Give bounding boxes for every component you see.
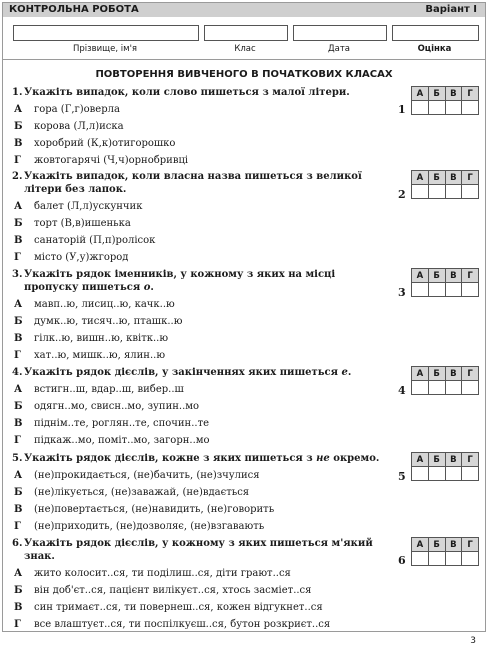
question-text <box>24 86 392 99</box>
question-1 <box>12 86 392 167</box>
answer-column-header: Б <box>428 367 445 381</box>
option-letter: А <box>14 299 23 310</box>
answer-cell[interactable] <box>428 101 445 115</box>
variant-label: Варіант I <box>425 4 477 15</box>
question-text-main: Укажіть рядок іменників, у кожному з яких на місці пропуску пишеться <box>24 269 336 293</box>
option-text: підкаж..мо, поміт..мо, загорн..мо <box>34 435 210 446</box>
question-text <box>24 452 392 465</box>
class-field[interactable] <box>204 25 288 41</box>
answer-option <box>12 469 392 482</box>
answer-cell[interactable] <box>445 283 462 297</box>
question-text <box>24 268 392 294</box>
option-letter: Г <box>14 435 21 446</box>
answer-column-header: Г <box>462 87 479 101</box>
answer-column-header: А <box>412 453 429 467</box>
answer-column-header: В <box>445 367 462 381</box>
question-number: 6. <box>12 538 23 549</box>
question-prompt <box>12 86 392 99</box>
question-number: 3. <box>12 269 23 280</box>
answer-column-header: Б <box>428 453 445 467</box>
answer-option <box>12 234 392 247</box>
answer-grid <box>411 366 479 395</box>
grade-field[interactable] <box>392 25 479 41</box>
question-6 <box>12 537 392 631</box>
option-text: хоробрий (К,к)отигорошко <box>34 138 176 149</box>
date-label: Дата <box>327 44 350 54</box>
option-text: встигн..ш, вдар..ш, вибер..ш <box>34 384 184 395</box>
option-letter: Г <box>14 155 21 166</box>
class-label: Клас <box>234 44 256 54</box>
option-text: (не)приходить, (не)дозволяє, (не)взгавають <box>34 521 265 532</box>
divider <box>3 59 485 60</box>
answer-option <box>12 434 392 447</box>
date-field[interactable] <box>293 25 387 41</box>
question-prompt <box>12 268 392 294</box>
answer-option <box>12 154 392 167</box>
answer-column-header: Г <box>462 171 479 185</box>
answer-cell[interactable] <box>462 467 479 481</box>
answer-grid <box>411 537 479 566</box>
answer-column-header: Б <box>428 269 445 283</box>
section-title: ПОВТОРЕННЯ ВИВЧЕНОГО В ПОЧАТКОВИХ КЛАСАХ <box>95 69 393 80</box>
question-prompt <box>12 170 392 196</box>
answer-option <box>12 120 392 133</box>
option-text: санаторій (П,п)ролісок <box>34 235 156 246</box>
answer-column-header: А <box>412 171 429 185</box>
option-text: одягн..мо, свисн..мо, зупин..мо <box>34 401 200 412</box>
answer-column-header: А <box>412 269 429 283</box>
question-text-main: Укажіть рядок дієслів, кожне з яких пишеться з <box>24 453 317 464</box>
option-text: піднім..те, роглян..те, спочин..те <box>34 418 210 429</box>
answer-column-header: А <box>412 87 429 101</box>
question-prompt <box>12 452 392 465</box>
answer-cell[interactable] <box>445 467 462 481</box>
answer-column-header: А <box>412 367 429 381</box>
grade-label: Оцінка <box>417 44 452 54</box>
answer-box-number: 6 <box>398 554 406 567</box>
answer-cell[interactable] <box>445 552 462 566</box>
answer-option <box>12 349 392 362</box>
question-text-tail: окремо. <box>329 453 380 464</box>
option-letter: А <box>14 384 23 395</box>
header-bar <box>3 3 485 17</box>
surname-field[interactable] <box>13 25 199 41</box>
answer-column-header: Г <box>462 538 479 552</box>
answer-option <box>12 332 392 345</box>
option-text: жовтогарячі (Ч,ч)орнобривці <box>34 155 189 166</box>
answer-box-number: 5 <box>398 470 406 483</box>
option-letter: В <box>14 138 23 149</box>
option-text: він доб'єт..ся, пацієнт вилікуєт..ся, хтось засміет..ся <box>34 585 312 596</box>
question-number: 4. <box>12 367 23 378</box>
page-number: 3 <box>470 636 476 646</box>
option-letter: Б <box>14 401 23 412</box>
answer-column-header: Б <box>428 171 445 185</box>
answer-option <box>12 584 392 597</box>
answer-grid <box>411 86 479 115</box>
page-title: КОНТРОЛЬНА РОБОТА <box>9 4 139 15</box>
question-text-main: Укажіть рядок дієслів, у закінченнях яких пишеться <box>24 367 342 378</box>
option-text: торт (В,в)ишенька <box>34 218 131 229</box>
answer-cell[interactable] <box>428 552 445 566</box>
answer-option <box>12 417 392 430</box>
option-letter: А <box>14 470 23 481</box>
question-3 <box>12 268 392 362</box>
answer-cell[interactable] <box>412 185 429 199</box>
answer-cell[interactable] <box>412 101 429 115</box>
question-2 <box>12 170 392 264</box>
answer-option <box>12 315 392 328</box>
option-text: гілк..ю, вишн..ю, квітк..ю <box>34 333 169 344</box>
option-letter: Г <box>14 521 21 532</box>
answer-cell[interactable] <box>462 552 479 566</box>
answer-grid <box>411 452 479 481</box>
question-4 <box>12 366 392 447</box>
option-text: думк..ю, тисяч..ю, пташк..ю <box>34 316 183 327</box>
answer-cell[interactable] <box>428 283 445 297</box>
answer-cell[interactable] <box>428 381 445 395</box>
answer-cell[interactable] <box>428 185 445 199</box>
answer-option <box>12 520 392 533</box>
answer-column-header: В <box>445 171 462 185</box>
answer-cell[interactable] <box>412 381 429 395</box>
answer-option <box>12 217 392 230</box>
answer-option <box>12 200 392 213</box>
answer-column-header: В <box>445 453 462 467</box>
option-letter: В <box>14 235 23 246</box>
option-letter: А <box>14 104 23 115</box>
question-text-main: Укажіть випадок, коли слово пишеться з малої літери. <box>24 87 350 98</box>
white-patch <box>405 148 471 166</box>
question-text-main: Укажіть випадок, коли власна назва пишеться з великої літери без лапок. <box>24 171 362 195</box>
option-letter: Г <box>14 252 21 263</box>
answer-column-header: Б <box>428 538 445 552</box>
answer-column-header: В <box>445 87 462 101</box>
question-prompt <box>12 366 392 379</box>
answer-option <box>12 400 392 413</box>
option-text: балет (Л,л)ускунчик <box>34 201 143 212</box>
option-text: (не)прокидається, (не)бачить, (не)зчулися <box>34 470 260 481</box>
question-number: 2. <box>12 171 23 182</box>
option-letter: Б <box>14 218 23 229</box>
option-text: корова (Л,л)иска <box>34 121 124 132</box>
question-text <box>24 366 392 379</box>
question-number: 5. <box>12 453 23 464</box>
question-text-emphasis: е <box>341 367 348 378</box>
answer-option <box>12 103 392 116</box>
option-letter: А <box>14 201 23 212</box>
answer-cell[interactable] <box>428 467 445 481</box>
question-text-tail: . <box>150 282 154 293</box>
answer-grid <box>411 170 479 199</box>
option-letter: В <box>14 504 23 515</box>
option-text: все влаштуєт..ся, ти поспілкуєш..ся, бутон розкриєт..ся <box>34 619 331 630</box>
question-text-tail: . <box>347 367 352 378</box>
option-text: (не)повертається, (не)навидить, (не)говорить <box>34 504 275 515</box>
answer-column-header: Б <box>428 87 445 101</box>
answer-column-header: А <box>412 538 429 552</box>
answer-column-header: В <box>445 538 462 552</box>
option-text: мавп..ю, лисиц..ю, качк..ю <box>34 299 175 310</box>
option-letter: В <box>14 333 23 344</box>
answer-cell[interactable] <box>462 283 479 297</box>
option-text: (не)лікується, (не)заважай, (не)вдається <box>34 487 250 498</box>
answer-option <box>12 618 392 631</box>
option-letter: В <box>14 418 23 429</box>
answer-column-header: Г <box>462 367 479 381</box>
option-text: місто (У,у)жгород <box>34 252 129 263</box>
option-letter: А <box>14 568 23 579</box>
option-letter: Б <box>14 316 23 327</box>
answer-cell[interactable] <box>412 552 429 566</box>
question-text-main: Укажіть рядок дієслів, у кожному з яких пишеться м'який знак. <box>24 538 373 562</box>
answer-option <box>12 567 392 580</box>
answer-cell[interactable] <box>412 467 429 481</box>
option-text: гора (Г,г)оверла <box>34 104 120 115</box>
answer-cell[interactable] <box>445 381 462 395</box>
answer-box-number: 3 <box>398 286 406 299</box>
answer-option <box>12 251 392 264</box>
answer-cell[interactable] <box>462 101 479 115</box>
answer-column-header: Г <box>462 453 479 467</box>
answer-box-number: 2 <box>398 188 406 201</box>
answer-box-number: 1 <box>398 103 406 116</box>
question-5 <box>12 452 392 533</box>
option-letter: Б <box>14 585 23 596</box>
answer-cell[interactable] <box>462 185 479 199</box>
answer-grid <box>411 268 479 297</box>
answer-cell[interactable] <box>412 283 429 297</box>
option-text: хат..ю, мишк..ю, ялин..ю <box>34 350 166 361</box>
answer-box-number: 4 <box>398 384 406 397</box>
answer-option <box>12 298 392 311</box>
option-letter: Г <box>14 619 21 630</box>
answer-option <box>12 383 392 396</box>
answer-cell[interactable] <box>445 101 462 115</box>
option-letter: Б <box>14 487 23 498</box>
answer-option <box>12 486 392 499</box>
answer-column-header: В <box>445 269 462 283</box>
option-letter: В <box>14 602 23 613</box>
option-text: син тримаєт..ся, ти повернеш..ся, кожен відгукнет..ся <box>34 602 323 613</box>
question-number: 1. <box>12 87 23 98</box>
question-prompt <box>12 537 392 563</box>
option-letter: Г <box>14 350 21 361</box>
answer-option <box>12 601 392 614</box>
question-text <box>24 537 392 563</box>
answer-option <box>12 503 392 516</box>
option-text: жито колосит..ся, ти поділиш..ся, діти грают..ся <box>34 568 291 579</box>
option-letter: Б <box>14 121 23 132</box>
answer-cell[interactable] <box>462 381 479 395</box>
answer-cell[interactable] <box>445 185 462 199</box>
question-text-emphasis: не <box>316 453 330 464</box>
answer-option <box>12 137 392 150</box>
question-text <box>24 170 392 196</box>
answer-column-header: Г <box>462 269 479 283</box>
question-text-emphasis: о <box>143 282 151 293</box>
surname-label: Прізвище, ім'я <box>72 44 138 54</box>
